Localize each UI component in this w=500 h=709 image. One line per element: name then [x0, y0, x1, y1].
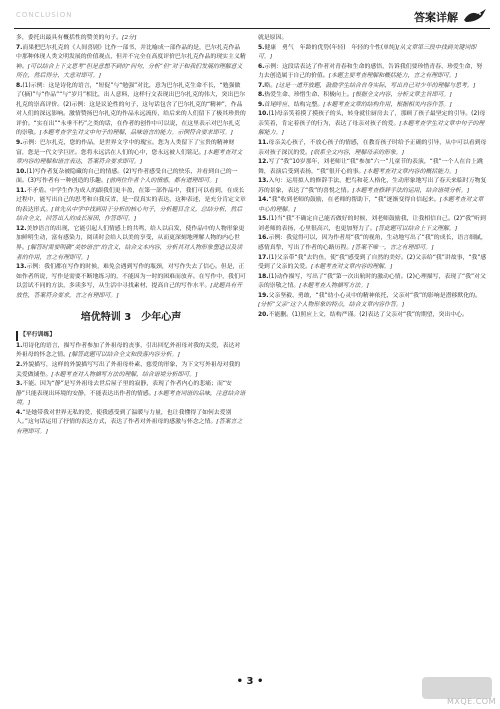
- answer-note: [本题考查词语的品味，注意结合语境。]: [16, 390, 246, 407]
- answer-number: 9.: [258, 101, 265, 108]
- answer-text: 示例：我觉得可以，因为作者用“我”的视角，生动地写出了“我”的成长，语言细腻，感情真挚，写出了作者的心路历程。: [258, 235, 487, 252]
- answer-number: 10.: [16, 168, 27, 175]
- answer-number: 7.: [16, 44, 23, 51]
- answer-number: 6.: [258, 63, 265, 70]
- answer-number: 8.: [258, 92, 265, 99]
- answer-number: 11.: [16, 187, 27, 194]
- answer-note: [根据全文内容，分析文章主旨即可。]: [352, 92, 452, 99]
- answer-text: “是她带我对世界无私的爱，使我感受到了温暖与力量，也让我懂得了如何去爱别人。”这句话运用了抒情的表达方式，表达了作者对外祖母的感激与怀念之情。: [16, 409, 232, 426]
- answer-text: 美妙语言的出现，它能引起人们情感上的共鸣，给人以启发，使作品中的人物形象更加鲜明生动，富有感染力，阅读时会给人以美的享受，从而更深刻地理解人物的内心世界。: [16, 225, 245, 252]
- answer-note: [前两位作者个人的情感，都有道理即可。]: [106, 178, 218, 185]
- answer-text: 热爱生命、珍惜生命、积极向上。: [264, 92, 353, 99]
- answer-note: [答案不唯一，言之有理即可。]: [352, 245, 434, 252]
- answer-text: 用诗化的语言，描写作者参加了外祖母的丧事，引出回忆外祖母对我的关爱，表达对外祖母的怀念之情。: [16, 342, 241, 359]
- answer-item: [258, 101, 488, 111]
- answer-number: 8.: [16, 82, 23, 89]
- answer-note: [本题考查学生对文章中句子的理解能力。]: [258, 120, 485, 137]
- answer-text: 不矛盾。中学生作为成人的跟我们更丰盈，在第一部作品中，我们可以看到，在成长过程中，能写出自己的思考和自我反省，是一段真实的表达，这种表述，是充分肯定文章的表达形式。: [16, 187, 246, 213]
- answer-text: (1)父亲带“我”去钓鱼，使“我”感受到了自然的美好。(2)父亲给“我”讲故事，“我”感受到了父亲的关爱。: [258, 254, 487, 271]
- answer-number: 7.: [258, 82, 265, 89]
- answer-note: [本题考查对文章内容的概括能力。]: [364, 168, 458, 175]
- answer-text: (1)母亲笑着摸了摸孩子的头，转身就往厨房去了，那顾了孩子最坚定的引导。(2)母亲笑着，肯定着孩子的行为，表达了母亲对孩子的爱。: [258, 111, 486, 127]
- answer-note: [答此题可以结合上下文理解。]: [375, 225, 457, 232]
- answer-number: 2.: [16, 361, 23, 368]
- answer-text: 而果把巴尔扎克的《人间喜剧》比作一部书，并比喻成一部作品的是，巴尔扎克作品中那种体现人类文明发展的价值观点，但并不完全在高度评价巴尔扎克作品的现实主义精神。: [16, 44, 246, 70]
- answer-number: 20.: [258, 311, 269, 318]
- answer-item: [258, 63, 488, 82]
- page-number: • 3 •: [236, 676, 264, 687]
- answer-text: 多，委托出最具有概括性的赞美的句子。: [16, 35, 123, 41]
- answer-number: 12.: [16, 225, 27, 232]
- answer-item: [258, 139, 488, 158]
- answer-note: [首先从中学中找到用于分析的核心句子，分析题目含义，总结分析，然后结合全文，回答出人的成长原因，作答即可。]: [16, 206, 243, 223]
- answer-note: [这是一道开放题，鼓励学生结合自身实际，写出自己对少年的理解与思考。]: [276, 82, 476, 89]
- answer-text: (1)示例：这是诗化的语言，“短促”与“勉强”对比，意为巴尔扎克生命不长，“勉强做了(摘)”与“作品”“与“岁月”相比，出人意料，这样行文表现出巴尔扎克的伟大，突出巴尔扎克的崇高评价。(2)示例：这是议论性的句子，这句话包含了巴尔扎克的“精神”，作品对人们的深远影响。激情赞扬巴尔扎克的作品永远流传，给后来的人们留下了极其珍贵的评价。“实在出”“永垂不朽”之类的话，在作者的创作中可以说，在这里表示对巴尔扎克的崇敬。: [16, 82, 246, 137]
- answer-note: [可以结合上下文思考“但是意想不到的”问句，分析“但”对于和我们发展的理解意义所在，然后得分，大意对即可。]: [16, 63, 243, 80]
- answer-note: [本题考查学生对文中句子的理解，品味语言的能力。示例符合要求即可。]: [39, 130, 233, 137]
- answer-item: [16, 187, 246, 225]
- answer-number: 13.: [258, 178, 269, 185]
- answer-note: [本题考查对文章中心的理解。]: [258, 197, 484, 213]
- answer-number: 3.: [16, 381, 23, 388]
- answer-text: 不能。因为“静”是写外祖母去世后屋子里的寂静，表现了作者内心的悲痛；而“安静”只能表现出环境的安静，不能表达出作者的情感。: [16, 381, 232, 397]
- answer-note: [本题考查文章的结构作用，根据相关内容作答。]: [323, 101, 452, 108]
- answer-note: [2分]: [122, 35, 137, 41]
- answer-number: 5.: [258, 44, 265, 51]
- answer-text: 入句：运用拟人的修辞手法，把鸟和花人格化，生动形象地写出了春天来临时万物复苏的景象，表达了“我”的喜悦之情。: [258, 178, 487, 194]
- answer-text: (1)当“我”不确定自己能否做好的时候，刘老师鼓励我，让我相信自己。(2)“我”听到刘老师的表扬，心里很高兴，也更加努力了。: [258, 216, 486, 232]
- answer-number: 11.: [258, 140, 269, 147]
- answer-text: 母亲关心孩子，不放心孩子的情感，在教育孩子时给予正确的引导，从中可以看到母亲对孩子深沉的爱。: [258, 140, 487, 156]
- page-header: [14, 6, 490, 28]
- answer-item: [258, 273, 488, 292]
- answer-number: 4.: [16, 409, 23, 416]
- right-column: [258, 34, 488, 320]
- answer-item: [258, 44, 488, 63]
- answer-text: 略。: [264, 82, 277, 89]
- answer-item: [16, 44, 246, 82]
- answer-item: [16, 139, 246, 168]
- answer-item: [258, 82, 488, 92]
- answer-item: [16, 380, 246, 409]
- answer-item: [258, 110, 488, 139]
- answer-number: 14.: [258, 197, 269, 204]
- header-title: 答案详解: [414, 11, 458, 24]
- answer-number: 19.: [258, 292, 269, 299]
- answer-item: [258, 34, 488, 44]
- answer-text: 父亲坚毅、勇敢，“我”幼小心灵中的精神依托，父亲对“我”的影响是潜移默化的。: [268, 292, 481, 299]
- answer-number: 1.: [16, 342, 23, 349]
- answer-note: [分析“父亲”这个人物形象的特点，结合文章内容作答。]: [258, 302, 405, 309]
- answer-text: 写了“我”10岁那年，刘老师让“我”参加“六一”儿童节的表演，“我”一个人在台上跳舞，表演后受到表扬，“我”很开心的事。: [258, 159, 483, 175]
- answer-item: [258, 311, 488, 321]
- answer-item: [258, 234, 488, 253]
- answer-number: 18.: [258, 273, 269, 280]
- answer-number: 17.: [258, 254, 269, 261]
- answer-number: 9.: [16, 140, 23, 147]
- answer-item: [258, 91, 488, 101]
- bird-logo-icon: [462, 6, 488, 26]
- answer-number: 12.: [258, 159, 269, 166]
- answer-text: “我”收到老师的鼓励，在老师的帮助下，“我”逐渐变得自信起来。: [268, 197, 440, 204]
- answer-note: [联系全文内容，理解母亲的形象。]: [311, 149, 404, 156]
- answer-item: [258, 196, 488, 215]
- answer-item: [16, 409, 246, 438]
- answer-item: [16, 225, 246, 263]
- answer-number: 13.: [16, 264, 27, 271]
- answer-item: [16, 361, 246, 380]
- answer-note: [解答时需要明确“美妙语言”的含义，结合文本内容，分析其对人物形象塑造以及读者的作用，言之有理即可。]: [16, 245, 243, 261]
- answer-number: 10.: [258, 111, 269, 118]
- section-title: 培优特训 3 少年心声: [80, 312, 182, 324]
- answer-item: [258, 254, 488, 273]
- answer-number: 16.: [258, 235, 269, 242]
- watermark-badge: [422, 677, 492, 699]
- answer-note: [本题考查人物描写方法。]: [299, 283, 369, 290]
- answer-note: [本题考查修辞手法的运用，结合语境分析。]: [352, 187, 469, 194]
- answer-note: [答案言之有理即可。]: [16, 419, 243, 435]
- answer-text: 示例：巴尔扎克，您的作品，是世界文学中的瑰宝。您为人类留下了宝贵的精神财富，您是一代文学巨匠。您将永远活在人们的心中，您永远被人们铭记。: [16, 140, 235, 156]
- answer-text: 首尾呼应，结构完整。: [264, 101, 324, 108]
- section-tag: 【平行训练】: [16, 331, 55, 341]
- answer-item: [258, 177, 488, 196]
- answer-item: [16, 34, 246, 44]
- answer-note: [此题具有开放性，答案符合要求，言之有理即可。]: [16, 283, 243, 299]
- answer-note: [解答此题可以结合全文和段落内容分析。]: [69, 352, 180, 359]
- answer-note: [本题考查对文章内容的理解和语言表达，答案符合要求即可。]: [16, 149, 243, 166]
- answer-text: 不能删。(1)照应上文，结构严谨。(2)表达了父亲对“我”的期望，突出中心。: [268, 311, 468, 318]
- answer-text: 示例：这段话表达了作者对青春和生命的感悟，告诉我们要珍惜青春、珍爱生命，努力去创造属于自己的价值。: [258, 63, 483, 80]
- watermark-text: MXQE.COM: [446, 697, 496, 706]
- header-rule: [14, 28, 490, 29]
- answer-text: 就是原因。: [258, 35, 288, 41]
- answer-item: [16, 82, 246, 139]
- answer-text: 示例：我们都在写作的时候，难免会遇到写作的瓶颈，对写作失去了信心。但是，正如作者所说，写作是需要不断地练习的，不能因为一时的困难而放弃。在写作中，我们可以尝试不同的方法，多读多写，从生活中寻找素材，提高自己的写作水平。: [16, 264, 246, 290]
- answer-note: [本题主要考查理解和概括能力，言之有理即可。]: [328, 73, 457, 80]
- answer-text: (1)动作描写，写出了“我”第一次出航时的激动心情。(2)心理描写，表现了“我”对父亲的崇敬之情。: [258, 273, 486, 290]
- answer-item: [16, 263, 246, 301]
- answer-item: [258, 215, 488, 234]
- answer-item: [258, 158, 488, 177]
- answer-number: 15.: [258, 216, 269, 223]
- answer-text: 健康 勇气 年龄的优势(年轻) 年轻的个性(单纯): [264, 44, 398, 51]
- answer-text: (1)写作者复杂被隐藏的自己的情感。(2)写作者感受自己的快乐，并看到自己的一面。(3)写作者有一种创造的乐趣。: [16, 168, 238, 185]
- header-brand: CONCLUSION: [16, 11, 73, 19]
- answer-item: [258, 292, 488, 311]
- answer-item: [16, 342, 246, 361]
- answer-note: [从文章第三段中找到关键词即可。]: [258, 44, 477, 61]
- left-column: [16, 34, 246, 437]
- answer-note: [本题考查对人物描写方法的理解，结合语境分析即可。]: [51, 371, 198, 378]
- answer-item: [16, 168, 246, 187]
- answer-text: 外貌描写，这样的外貌描写写出了外祖母朴素、慈爱的形象，为下文写外祖母对我的关爱做铺垫。: [16, 361, 241, 378]
- answer-note: [本题考查对文章内容的理解。]: [311, 264, 393, 271]
